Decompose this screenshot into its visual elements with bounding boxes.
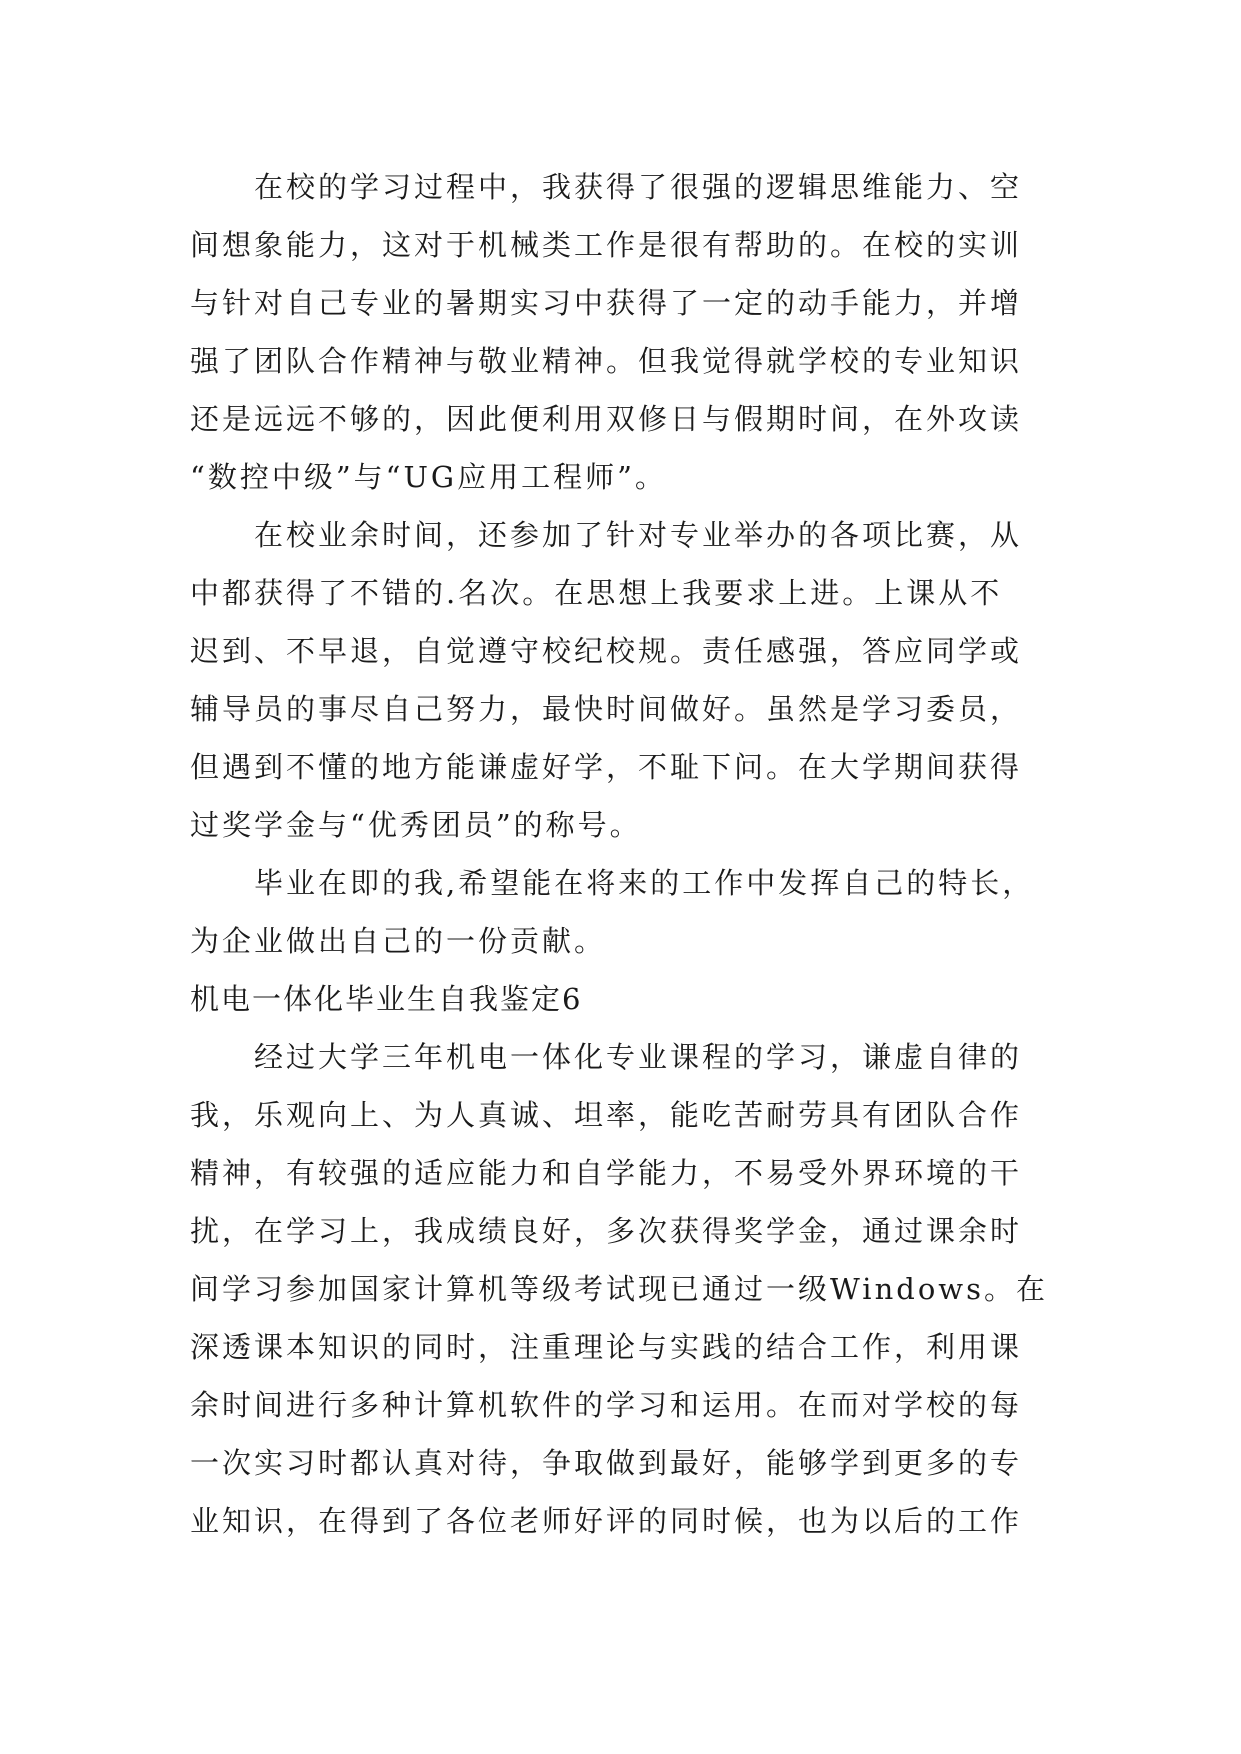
paragraph-line: 余时间进行多种计算机软件的学习和运用。在而对学校的每 [190, 1388, 1023, 1422]
paragraph-line: 经过大学三年机电一体化专业课程的学习，谦虚自律的 [254, 1040, 1023, 1074]
paragraph-line: 毕业在即的我,希望能在将来的工作中发挥自己的特长， [254, 866, 1035, 900]
document-body [190, 158, 1058, 1550]
paragraph-line: 精神，有较强的适应能力和自学能力，不易受外界环境的干 [190, 1156, 1023, 1190]
paragraph-line: 过奖学金与“优秀团员”的称号。 [190, 808, 642, 842]
paragraph-line: 间想象能力，这对于机械类工作是很有帮助的。在校的实训 [190, 228, 1023, 262]
paragraph-line: 辅导员的事尽自己努力，最快时间做好。虽然是学习委员， [190, 692, 1023, 726]
paragraph-line: 中都获得了不错的.名次。在思想上我要求上进。上课从不 [190, 576, 1003, 610]
paragraph-line: 深透课本知识的同时，注重理论与实践的结合工作，利用课 [190, 1330, 1023, 1364]
paragraph-line: 迟到、不早退，自觉遵守校纪校规。责任感强，答应同学或 [190, 634, 1023, 668]
paragraph-line: “数控中级”与“UG应用工程师”。 [190, 460, 667, 494]
paragraph-line: 在校的学习过程中，我获得了很强的逻辑思维能力、空 [254, 170, 1023, 204]
paragraph-line: 间学习参加国家计算机等级考试现已通过一级Windows。在 [190, 1272, 1048, 1306]
paragraph-line: 业知识，在得到了各位老师好评的同时候，也为以后的工作 [190, 1504, 1023, 1538]
paragraph-line: 一次实习时都认真对待，争取做到最好，能够学到更多的专 [190, 1446, 1023, 1480]
paragraph-line: 扰，在学习上，我成绩良好，多次获得奖学金，通过课余时 [190, 1214, 1023, 1248]
paragraph-line: 强了团队合作精神与敬业精神。但我觉得就学校的专业知识 [190, 344, 1023, 378]
paragraph-line: 在校业余时间，还参加了针对专业举办的各项比赛，从 [254, 518, 1023, 552]
paragraph-line: 与针对自己专业的暑期实习中获得了一定的动手能力，并增 [190, 286, 1023, 320]
section-heading: 机电一体化毕业生自我鉴定6 [190, 982, 583, 1016]
paragraph-line: 为企业做出自己的一份贡献。 [190, 924, 607, 958]
paragraph-line: 还是远远不够的，因此便利用双修日与假期时间，在外攻读 [190, 402, 1023, 436]
paragraph-line: 但遇到不懂的地方能谦虚好学，不耻下问。在大学期间获得 [190, 750, 1023, 784]
paragraph-line: 我，乐观向上、为人真诚、坦率，能吃苦耐劳具有团队合作 [190, 1098, 1023, 1132]
